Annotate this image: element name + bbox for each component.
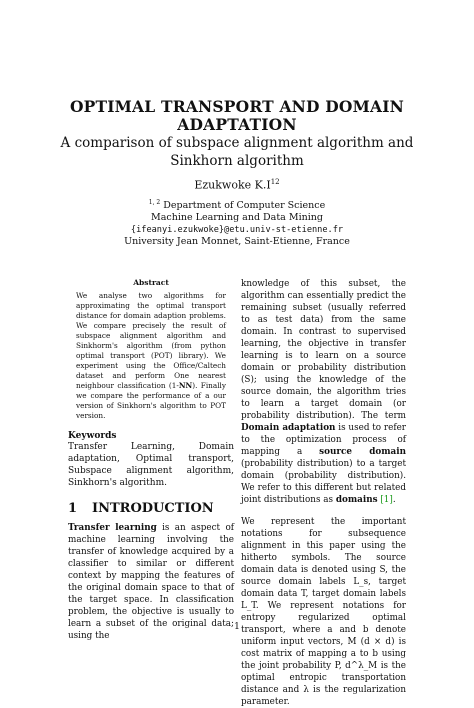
- left-column: [68, 278, 234, 642]
- abstract-nn: NN: [178, 381, 193, 390]
- right-p1-text-c: is used to refer to the optimization process of mapping a: [241, 423, 406, 457]
- author-line: [60, 176, 414, 192]
- term-domains: domains: [335, 495, 378, 505]
- keywords-heading: Keywords: [68, 431, 117, 441]
- right-paragraph-2: We represent the important notations for subsequence alignment in this paper using the hitherto symbols. The source domain data is denoted using S, the source domain labels L_s, target domain data T, target domain labels L_T. We represent notations for entropy regularized optimal transport, where a and b denote uniform input vectors, M (d × d) is cost matrix of mapping a to b using the joint probability P, d^λ_M is the optimal entropic transportation distance and λ is the regularization parameter.: [241, 517, 406, 707]
- term-domain-adaptation: Domain adaptation: [241, 423, 336, 433]
- section-number: 1: [68, 501, 78, 516]
- term-source-domain: source domain: [319, 447, 406, 457]
- affiliation-block: [60, 197, 414, 248]
- section-heading: [68, 501, 234, 516]
- paper-title: OPTIMAL TRANSPORT AND DOMAIN ADAPTATION: [69, 97, 405, 134]
- keywords-text: Transfer Learning, Domain adaptation, Optimal transport, Subspace alignment algorithm, Sinkhorn's algorithm.: [68, 442, 234, 488]
- intro-text: is an aspect of machine learning involving the transfer of knowledge acquired by a classifier to similar or different context by mapping the features of the original domain space to that of the target space. In classification problem, the objective is usually to learn a subset of the original data; using the: [68, 523, 234, 641]
- right-column: [241, 278, 406, 708]
- paper-subtitle: A comparison of subspace alignment algorithm and Sinkhorn algorithm: [60, 135, 414, 169]
- abstract-text: [76, 291, 226, 421]
- section-title: INTRODUCTION: [92, 501, 214, 516]
- abstract-text-part1: We analyse two algorithms for approximating the optimal transport distance for domain adaption problems. We compare precisely the result of subspace alignment algorithm and Sinkhorm's algorithm (from python optimal transport (POT) library). We experiment using the Office/Caltech dataset and perform One nearest neighbour classification (1-: [76, 291, 226, 390]
- intro-bold-lead: Transfer learning: [68, 523, 157, 533]
- page-number: 1: [234, 622, 240, 632]
- abstract-heading: Abstract: [133, 278, 169, 287]
- abstract-text-part2: ). Finally we compare the performance of a our version of Sinkhorn's algorithm to POT version.: [76, 381, 226, 420]
- author-superscript: 12: [270, 178, 280, 186]
- citation-link[interactable]: [1]: [380, 495, 393, 505]
- affiliation-superscript: 1, 2: [148, 199, 161, 206]
- right-p1-text-a: knowledge of this subset, the algorithm can essentially predict the remaining subset (usually referred to as test data) from the same domain. In contrast to supervised learning, the objective in transfer learning is to learn on a source domain or probability distribution (S); using the knowledge of the source domain, the algorithm tries to learn a target domain (or probability distribution). The term: [241, 279, 406, 421]
- affiliation-email: {ifeanyi.ezukwoke}@etu.univ-st-etienne.fr: [130, 225, 344, 236]
- right-paragraph-1: [241, 278, 406, 506]
- affiliation-lab: Machine Learning and Data Mining: [151, 212, 323, 224]
- right-p1-text-d: (probability distribution) to a target domain (probability distribution). We refer to this different but related joint distributions as: [241, 459, 406, 505]
- author-name: Ezukwoke K.I: [194, 178, 271, 192]
- right-p1-end: .: [392, 495, 396, 505]
- affiliation-dept-line: [60, 197, 414, 212]
- affiliation-dept: Department of Computer Science: [163, 200, 326, 212]
- affiliation-university: University Jean Monnet, Saint-Etienne, France: [124, 236, 350, 248]
